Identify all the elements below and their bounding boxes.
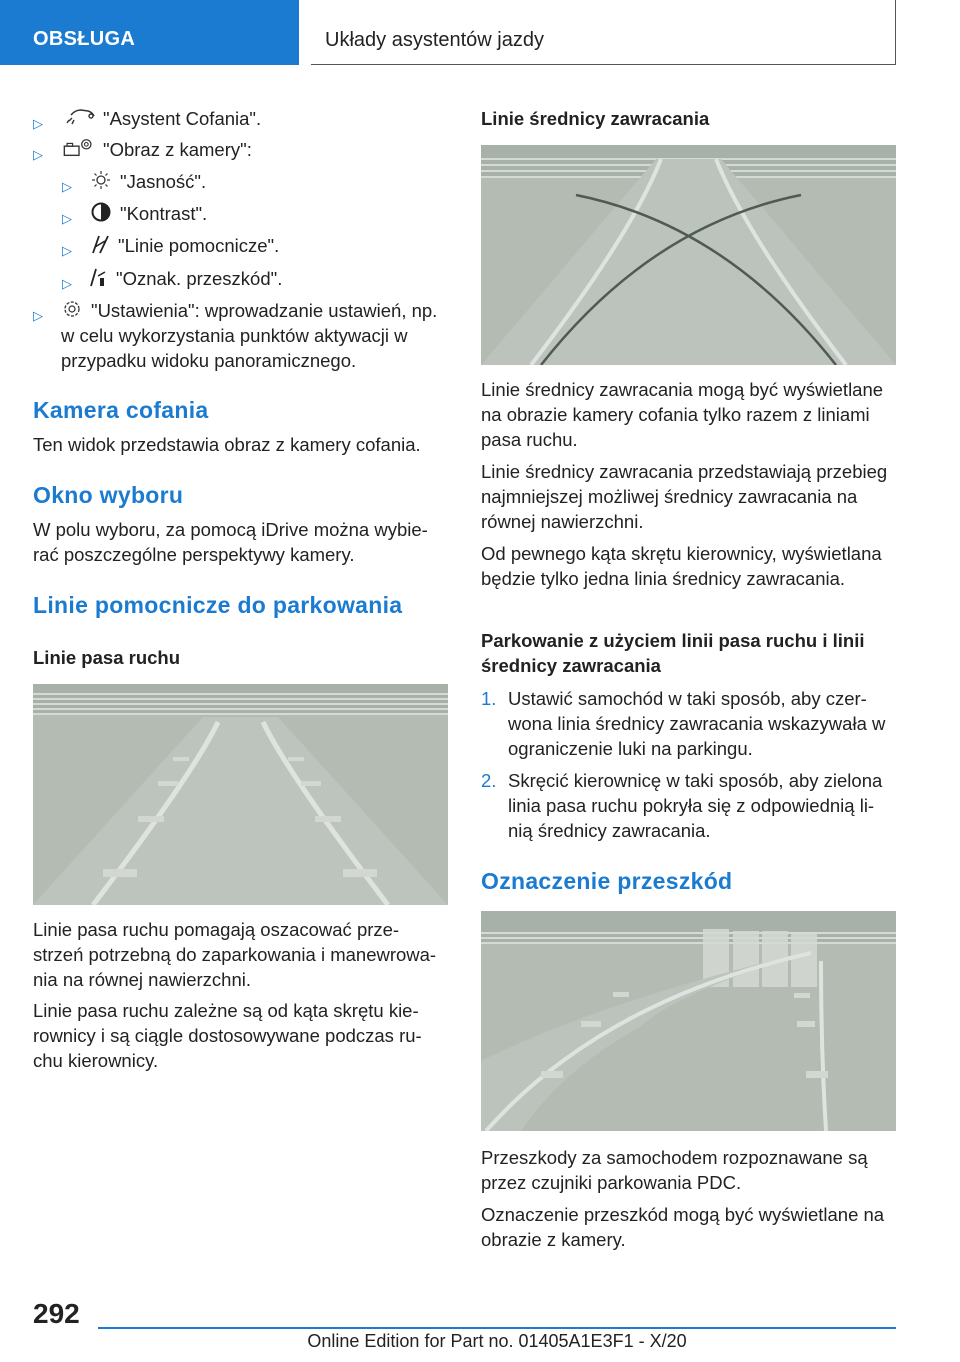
obstacle-marking-image	[481, 911, 896, 1131]
paragraph-srednicy-1: Linie średnicy zawracania mogą być wyświetlane na obrazie kamery cofania tylko razem z liniami pasa ruchu.	[481, 379, 884, 450]
step-text: Ustawić samochód w taki sposób, aby czer-wona linia średnicy zawracania wskazywała w ograniczenie luki na parkingu.	[508, 688, 886, 759]
triangle-bullet-icon: ▷	[62, 211, 72, 226]
menu-item-label: "Ustawienia": wprowadzanie ustawień, np. w celu wykorzystania punktów aktywacji w przypadku widoku panoramicznego.	[61, 300, 438, 371]
car-rear-icon	[61, 106, 97, 128]
menu-item-label: "Oznak. przeszkód".	[116, 268, 283, 289]
menu-item-label: "Kontrast".	[120, 203, 208, 224]
turning-radius-image	[481, 145, 896, 365]
step-number: 2.	[481, 770, 497, 791]
paragraph-oznaczenie-2: Oznaczenie przeszkód mogą być wyświetlane na obrazie z kamery.	[481, 1204, 885, 1250]
heading-parkowanie: Parkowanie z użyciem linii pasa ruchu i linii średnicy zawracania	[481, 630, 865, 676]
triangle-bullet-icon: ▷	[62, 243, 72, 258]
heading-okno-wyboru: Okno wyboru	[33, 482, 184, 508]
chapter-header	[311, 0, 896, 65]
triangle-bullet-icon: ▷	[33, 116, 43, 131]
paragraph-pasa-2: Linie pasa ruchu zależne są od kąta skrętu kie-rownicy i są ciągle dostosowywane podczas ru-chu kierownicy.	[33, 1000, 422, 1071]
triangle-bullet-icon: ▷	[33, 147, 43, 162]
triangle-bullet-icon: ▷	[62, 179, 72, 194]
section-tab	[0, 0, 299, 65]
menu-item-label: "Jasność".	[120, 171, 207, 192]
lane-lines-image	[33, 684, 448, 905]
menu-item-label: "Asystent Cofania".	[103, 108, 262, 129]
menu-item-label: "Obraz z kamery":	[103, 139, 252, 160]
heading-linie-srednicy: Linie średnicy zawracania	[481, 108, 710, 129]
obstacle-marking-icon	[88, 266, 110, 288]
brightness-icon	[90, 169, 112, 191]
menu-item-label: "Linie pomocnicze".	[118, 235, 280, 256]
paragraph-srednicy-3: Od pewnego kąta skrętu kierownicy, wyświetlana będzie tylko jedna linia średnicy zawracania.	[481, 543, 882, 589]
step-number: 1.	[481, 688, 497, 709]
section-label: OBSŁUGA	[33, 28, 136, 50]
footer-edition: Online Edition for Part no. 01405A1E3F1 - X/20	[307, 1331, 687, 1351]
paragraph-pasa-1: Linie pasa ruchu pomagają oszacować prze-strzeń potrzebną do zaparkowania i manewrowa-nia na równej nawierzchni.	[33, 919, 437, 990]
paragraph-srednicy-2: Linie średnicy zawracania przedstawiają przebieg najmniejszej możliwej średnicy zawracania na równej nawierzchni.	[481, 461, 888, 532]
paragraph-oznaczenie-1: Przeszkody za samochodem rozpoznawane są przez czujniki parkowania PDC.	[481, 1147, 868, 1193]
guide-lines-icon	[90, 233, 112, 255]
triangle-bullet-icon: ▷	[33, 308, 43, 323]
heading-kamera-cofania: Kamera cofania	[33, 397, 209, 423]
contrast-icon	[90, 201, 112, 223]
camera-settings-icon	[61, 137, 97, 159]
paragraph-kamera-cofania: Ten widok przedstawia obraz z kamery cofania.	[33, 434, 421, 455]
paragraph-okno-wyboru: W polu wyboru, za pomocą iDrive można wybie-rać poszczególne perspektywy kamery.	[33, 519, 428, 565]
heading-oznaczenie-przeszkod: Oznaczenie przeszkód	[481, 868, 733, 894]
page-number: 292	[33, 1298, 80, 1329]
heading-linie-pasa-ruchu: Linie pasa ruchu	[33, 647, 181, 668]
heading-linie-pomocnicze: Linie pomocnicze do parkowania	[33, 592, 403, 618]
footer-divider	[98, 1327, 896, 1329]
chapter-title: Układy asystentów jazdy	[325, 29, 544, 51]
step-text: Skręcić kierownicę w taki sposób, aby zielona linia pasa ruchu pokryła się z odpowiednią li-nią średnicy zawracania.	[508, 770, 883, 841]
triangle-bullet-icon: ▷	[62, 276, 72, 291]
